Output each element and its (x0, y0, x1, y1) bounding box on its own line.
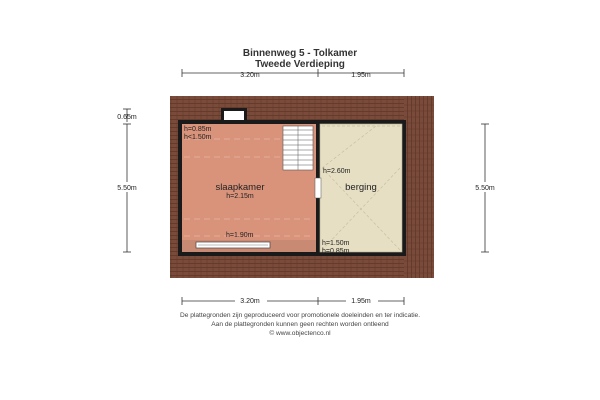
slaapkamer-height: h=2.15m (226, 193, 254, 200)
slaap-top-height-2: h<1.50m (184, 134, 212, 141)
copyright-line: © www.objectenco.nl (269, 330, 331, 337)
top-right-dimension: 1.95m (351, 72, 371, 79)
berging-label: berging (345, 182, 377, 193)
slaap-top-height-1: h=0.85m (184, 126, 212, 133)
address-title: Binnenweg 5 - Tolkamer (242, 48, 358, 59)
disclaimer-line-2: Aan de plattegronden kunnen geen rechten worden ontleend (211, 321, 389, 328)
right-height-dimension: 5.50m (475, 185, 495, 192)
staircase (283, 126, 313, 170)
dormer-window (224, 111, 244, 120)
interior-door (315, 178, 321, 198)
left-small-dimension: 0.65m (117, 114, 137, 121)
bottom-right-dimension: 1.95m (351, 298, 371, 305)
berg-bottom-height-1: h=1.50m (322, 240, 350, 247)
disclaimer-line-1: De plattegronden zijn geproduceerd voor promotionele doeleinden en ter indicatie. (179, 312, 421, 319)
bottom-left-dimension: 3.20m (240, 298, 260, 305)
slaapkamer-label: slaapkamer (215, 182, 265, 193)
floor-title: Tweede Verdieping (255, 59, 345, 70)
berg-bottom-height-2: h=0.85m (322, 248, 350, 255)
top-left-dimension: 3.20m (240, 72, 260, 79)
slaap-bottom-height: h=1.90m (226, 232, 254, 239)
roof-tiles-right (404, 96, 434, 278)
left-height-dimension: 5.50m (117, 185, 137, 192)
berging-height: h=2.60m (323, 168, 351, 175)
